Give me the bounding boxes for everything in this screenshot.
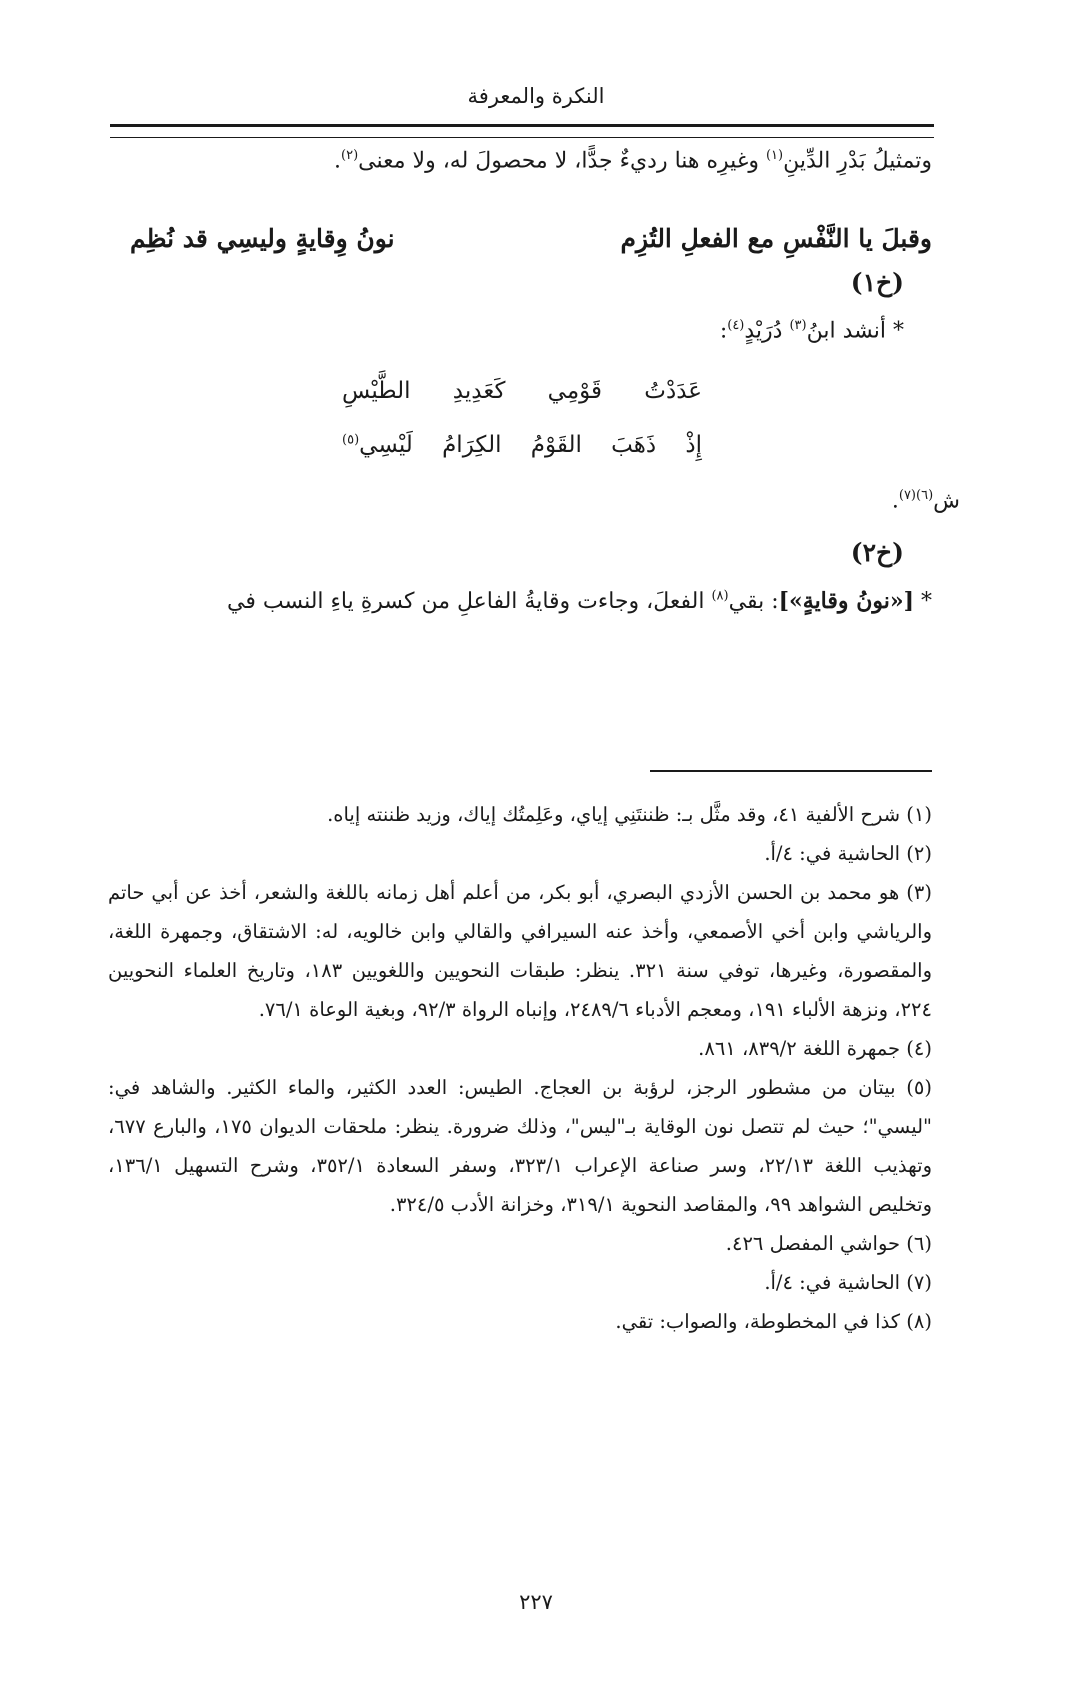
- header-rule-thin: [110, 137, 934, 138]
- footnote-ref-1[interactable]: (١): [765, 148, 784, 163]
- body-line-3: * [«نونُ وقايةٍ»]: بقي$^{(٨)}$ الفعلَ، وجاءت وقايةُ الفاعلِ من كسرةِ ياءِ النسب في: [227, 588, 932, 614]
- header-rule-thick: [110, 124, 934, 127]
- footnote-separator: [650, 770, 932, 772]
- alfiya-verse: [130, 224, 932, 253]
- footnote-6: (٦) حواشي المفصل ٤٢٦.: [725, 1232, 932, 1255]
- footnote-5: (٥) بيتان من مشطور الرجز، لرؤبة بن العجاج. الطيس: العدد الكثير، والماء الكثير. والشاهد في: "ليسي"؛ حيث لم تتصل نون الوقاية بـ"ليس"، وذلك ضرورة. ينظر: ملحقات الديوان ١٧٥، والبارع ٦٧٧، وتهذيب اللغة ٢٢/١٣، وسر صناعة الإعراب ٣٢٣/١، وسفر السعادة ٣٥٢/١، وشرح التسهيل ١٣٦/١، وتخليص الشواهد ٩٩، والمقاصد النحوية ٣١٩/١، وخزانة الأدب ٣٢٤/٥.: [108, 1076, 932, 1216]
- footnote-ref-3[interactable]: (٣): [789, 318, 807, 333]
- footnote-2: (٢) الحاشية في: ٤/أ.: [764, 842, 932, 865]
- footnote-4: (٤) جمهرة اللغة ٨٣٩/٢، ٨٦١.: [698, 1037, 932, 1060]
- verse-second-hemistich: نونُ وِقايةٍ وليسِي قد نُظِم: [130, 224, 395, 253]
- page-number: ٢٢٧: [519, 1590, 553, 1614]
- footnote-8: (٨) كذا في المخطوطة، والصواب: تقي.: [615, 1310, 932, 1333]
- footnotes: [108, 795, 932, 1341]
- body-line-1: وتمثيلُ بَدْرِ الدِّينِ$^{(١)}$ وغيرِه هنا رديءٌ جدًّا، لا محصولَ له، ولا معنى$^{(٢)}$.: [334, 148, 932, 174]
- footnote-7: (٧) الحاشية في: ٤/أ.: [764, 1271, 932, 1294]
- body-line-sh: ش$^{(٦)(٧)}$.: [891, 488, 960, 514]
- footnote-1: (١) شرح الألفية ٤١، وقد مثَّل بـ: ظننتَنِي إياي، وعَلِمتُك إياك، وزيد ظننته إياه.: [327, 803, 932, 826]
- section-marker-1: (خ١): [850, 268, 904, 297]
- footnote-ref-5[interactable]: (٥): [342, 432, 360, 448]
- footnote-ref-6-7[interactable]: (٦)(٧): [898, 488, 934, 503]
- body-line-2: * أنشد ابنُ$^{(٣)}$ دُرَيْدٍ$^{(٤)}$:: [719, 318, 904, 344]
- poem-line-2: إِذْ ذَهَبَ القَوْمُ الكِرَامُ لَيْسِي$^{(٥)}$: [342, 432, 702, 458]
- footnote-3: (٣) هو محمد بن الحسن الأزدي البصري، أبو بكر، من أعلم أهل زمانه باللغة والشعر، أخذ عن أبي حاتم والرياشي وابن أخي الأصمعي، وأخذ عنه السيرافي والقالي وابن خالويه، له: الاشتقاق، وجمهرة اللغة، والمقصورة، وغيرها، توفي سنة ٣٢١. ينظر: طبقات النحويين واللغويين ١٨٣، وتاريخ العلماء النحويين ٢٢٤، ونزهة الألباء ١٩١، ومعجم الأدباء ٢٤٨٩/٦، وإنباه الرواة ٩٢/٣، وبغية الوعاة ٧٦/١.: [108, 881, 932, 1021]
- footnote-ref-8[interactable]: (٨): [711, 588, 729, 604]
- verse-first-hemistich: وقبلَ يا النَّفْسِ مع الفعلِ التُزِم: [620, 224, 932, 253]
- footnote-ref-4[interactable]: (٤): [727, 318, 745, 333]
- running-head: النكرة والمعرفة: [467, 84, 605, 108]
- poem-line-1: عَدَدْتُ قَوْمِي كَعَدِيدِ الطَّيْسِ: [342, 378, 702, 404]
- footnote-ref-2[interactable]: (٢): [341, 148, 359, 163]
- section-marker-2: (خ٢): [850, 538, 904, 567]
